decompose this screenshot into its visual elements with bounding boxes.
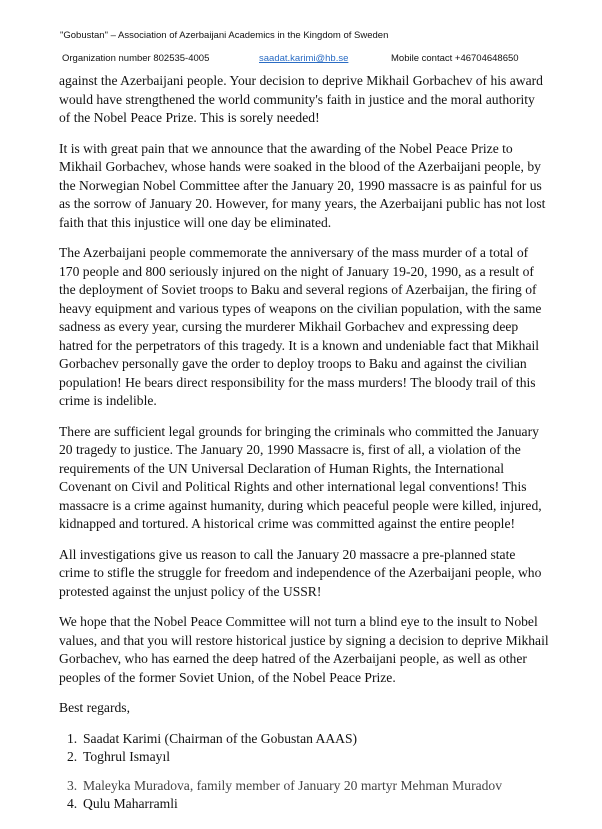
paragraph-6: We hope that the Nobel Peace Committee will not turn a blind eye to the insult to Nobel values, and that you will restore historical justice by signing a decision to deprive Mikhail Gorbachev, who has earned the deep hatred of the Azerbaijani people, as well as other peoples of the former Soviet Union, of the Nobel Peace Prize. [59, 614, 549, 685]
list-number: 2. [67, 749, 78, 764]
list-item [59, 748, 549, 767]
list-item [59, 795, 549, 814]
list-item [59, 777, 549, 796]
signer-name: Saadat Karimi (Chairman of the Gobustan AAAS) [83, 730, 358, 746]
list-number: 1. [67, 730, 78, 746]
signers-list [59, 730, 549, 814]
signer-name: Maleyka Muradova, family member of January 20 martyr Mehman Muradov [83, 777, 503, 793]
paragraph-3: The Azerbaijani people commemorate the anniversary of the mass murder of a total of 170 people and 800 seriously injured on the night of January 19-20, 1990, as a result of the deployment of Soviet troops to Baku and several regions of Azerbaijan, the firing of heavy equipment and various types of weapons on the civilian population, with the same sadness as every year, cursing the murderer Mikhail Gorbachev and expressing deep hatred for the perpetrators of this tragedy. It is a known and undeniable fact that Mikhail Gorbachev personally gave the order to deploy troops to Baku and against the civilian population! He bears direct responsibility for the mass murders! The bloody trail of this crime is indelible. [59, 245, 542, 408]
organization-number: Organization number 802535-4005 [62, 53, 210, 64]
association-name: "Gobustan" – Association of Azerbaijani Academics in the Kingdom of Sweden [60, 30, 389, 41]
signer-name: Qulu Maharramli [83, 796, 178, 811]
paragraph-1: against the Azerbaijani people. Your decision to deprive Mikhail Gorbachev of his award would have strengthened the world community's faith in justice and the moral authority of the Nobel Peace Prize. This is sorely needed! [59, 73, 543, 125]
signer-name: Toghrul Ismayıl [83, 749, 171, 764]
paragraph-2: It is with great pain that we announce that the awarding of the Nobel Peace Prize to Mikhail Gorbachev, whose hands were soaked in the blood of the Azerbaijani people, by the Norwegian Nobel Committee after the January 20, 1990 massacre is as painful for us as the sorrow of January 20. However, for many years, the Azerbaijani public has not lost faith that this injustice will one day be eliminated. [59, 140, 546, 230]
list-item [59, 730, 549, 749]
mobile-contact: Mobile contact +46704648650 [391, 53, 519, 64]
paragraph-4: There are sufficient legal grounds for bringing the criminals who committed the January 20 tragedy to justice. The January 20, 1990 Massacre is, first of all, a violation of the requirements of the UN Universal Declaration of Human Rights, the International Covenant on Civil and Political Rights and other international legal conventions! This massacre is a crime against humanity, during which peaceful people were killed, injured, kidnapped and tortured. A historical crime was committed against the entire people! [59, 423, 542, 531]
list-number: 4. [67, 796, 78, 811]
email-link[interactable]: saadat.karimi@hb.se [259, 53, 349, 64]
list-number: 3. [67, 777, 78, 793]
closing-salutation: Best regards, [59, 700, 130, 715]
letter-body [59, 72, 549, 814]
paragraph-5: All investigations give us reason to call the January 20 massacre a pre-planned state crime to stifle the struggle for freedom and independence of the Azerbaijani people, who protested against the unjust policy of the USSR! [59, 546, 542, 599]
